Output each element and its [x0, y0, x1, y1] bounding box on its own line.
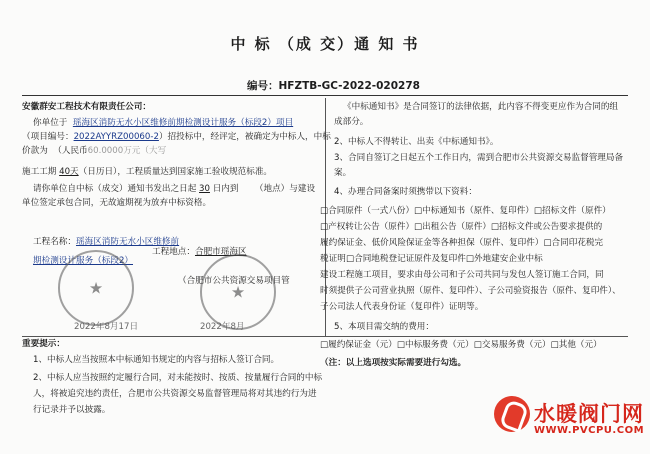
contract-paragraph-line2: 单位签定承包合同，无故逾期视为放弃中标资格。 — [22, 198, 212, 208]
project-title-field: 瑶海区消防无水小区维修前期检测设计服务（标段2）项目 — [72, 118, 294, 128]
notes-heading: 重要提示： — [22, 339, 65, 349]
note-1: 1、中标人应当按照本中标通知书规定的内容与招标人签订合同。 — [33, 355, 280, 365]
right-official-seal — [200, 254, 276, 330]
checklist-line2: □产权转让公告（原件）□出租公告（原件）□招标文件或公告要求提供的 — [320, 222, 603, 232]
award-paragraph-line4: 施工工期 40天（日历日），工程质量达到国家施工验收规范标准。 — [22, 167, 273, 177]
duration-field: 40天 — [59, 167, 79, 177]
instruction-2: 2、中标人不得转让、出卖《中标通知书》。 — [334, 137, 499, 147]
note-2-line2: 人，将被追究违约责任，合肥市公共资源交易监督管理局将对其违约行为进 — [33, 389, 317, 399]
document-title: 中 标 （成 交）通 知 书 — [230, 35, 420, 53]
header-divider — [22, 95, 628, 96]
supervisor-text: （合肥市公共资源交易项目管 — [178, 276, 290, 286]
checklist-line1: □合同原件（一式八份）□中标通知书（原件、复印件）□招标文件（原件） — [320, 206, 611, 216]
project-code-field: 2022AYYRZ00060-2 — [73, 132, 159, 142]
project-name-line2: 期检测设计服务（标段2） — [33, 256, 133, 266]
document-number: 编号：HFZTB-GC-2022-020278 — [247, 80, 420, 92]
notes-divider — [22, 336, 628, 337]
seal-star-icon: ★ — [230, 282, 246, 302]
checklist-line6: 时须提供子公司营业执照（原件、复印件）、子公司验资报告（原件、复印件）、 — [320, 286, 621, 296]
fees-heading: 5、本项目需交纳的费用： — [334, 322, 434, 332]
instruction-3b: 案。 — [334, 168, 352, 178]
project-name-line1: 工程名称：瑶海区消防无水小区维修前 — [33, 237, 180, 247]
seal-star-icon: ★ — [88, 278, 104, 298]
note-2-line1: 2、中标人应当按照约定履行合同，对未能按时、按质、按量履行合同的中标 — [33, 373, 323, 383]
checklist-line3: 履约保证金、低价风险保证金等各种担保（原件、复印件）□合同印花税完 — [320, 238, 604, 248]
award-paragraph-line1: 你单位于 瑶海区消防无水小区维修前期检测设计服务（标段2）项目 — [33, 118, 294, 128]
note-2-line3: 行记录并予以披露。 — [33, 405, 111, 415]
watermark-title: 水暖阀门网 — [534, 402, 644, 426]
checklist-line7: 子公司法人代表身份证（复印件）证明等。 — [320, 302, 484, 312]
checklist-line4a: 税证明 — [320, 254, 346, 264]
award-paragraph-line2: （项目编号：2022AYYRZ00060-2）招投标中，经评定，被确定为中标人，中标 — [22, 132, 331, 142]
instruction-1a: 《中标通知书》是合同签订的法律依据，此内容不得变更应作为合同的组 — [343, 102, 619, 112]
date-left: 2022年8月17日 — [74, 322, 139, 332]
price-field: 60.0000万元（大写 — [87, 146, 167, 156]
site-logo-icon — [494, 396, 530, 432]
addressee: 安徽群安工程技术有限责任公司： — [22, 102, 151, 112]
checklist-line4b: □合同地税登记证原件及复印件□外地建安企业中标 — [346, 254, 543, 264]
fees-options: □履约保证金（元）□中标服务费（元）□交易服务费（元）□其他（元） — [320, 340, 602, 350]
fees-note: （注：以上选项按实际需要进行勾选。 — [320, 358, 467, 368]
instruction-1b: 成部分。 — [334, 117, 369, 127]
checklist-line5: 建设工程施工项目，要求由母公司和子公司共同与发包人签订施工合同，同 — [320, 270, 604, 280]
instruction-3a: 3、合同自签订之日起五个工作日内，需到合肥市公共资源交易监督管理局备 — [334, 153, 624, 163]
left-official-seal — [58, 250, 134, 326]
date-right: 2022年8月 — [200, 322, 245, 332]
watermark-url: WWW.PVCPU.COM — [534, 425, 645, 436]
contract-paragraph-line1: 请你单位自中标（成交）通知书发出之日起 30 日内到 （地点）与建设 — [33, 184, 316, 194]
instruction-4: 4、办理合同备案时须携带以下资料： — [334, 187, 477, 197]
project-location: 工程地点：合肥市瑶海区 — [152, 247, 247, 257]
award-paragraph-line3: 价款为 （人民币60.0000万元（大写 — [22, 146, 167, 156]
